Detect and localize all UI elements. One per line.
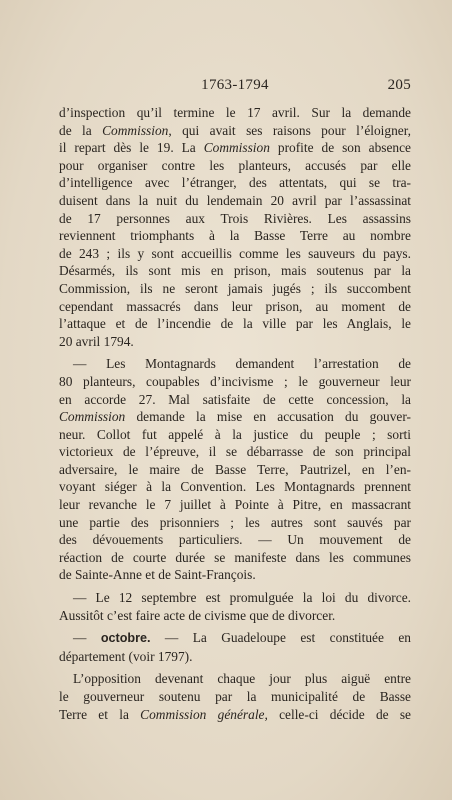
text-line: l’attaque et de l’incendie de la ville par les Anglais, le [59,316,411,332]
text-line: — Les Montagnards demandent l’arrestation de [73,356,411,372]
text-line: 80 planteurs, coupables d’incivisme ; le gouverneur leur [59,373,411,389]
text-line: voyant siéger à la Convention. Les Montagnards prennent [59,479,411,495]
text-line: en accorde 27. Mal satisfaite de cette concession, la [59,391,411,407]
paragraph-4 [59,629,411,665]
text-line: d’intelligence avec l’étranger, des attentats, qui se tra- [59,175,411,191]
text-line: neur. Collot fut appelé à la justice du peuple ; sorti [59,426,411,442]
header-title: 1763-1794 [201,77,269,93]
text-line: Commission, ils ne seront jamais jugés ; ils succombent [59,280,411,296]
text-line: Commission demande la mise en accusation du gouver- [59,409,411,425]
paragraph-2 [59,355,411,584]
text-line: Désarmés, ils sont mis en prison, mais soutenus par la [59,263,411,279]
running-header [59,77,411,97]
text-line: département (voir 1797). [59,648,193,664]
text-line: cependant massacrés dans leur prison, au moment de [59,298,411,314]
text-line: Aussitôt c’est faire acte de civisme que de divorcer. [59,607,336,623]
text-line: d’inspection qu’il termine le 17 avril. Sur la demande [59,105,411,120]
text-line: adversaire, le maire de Basse Terre, Pautrizel, en l’en- [59,461,411,477]
text-line: duisent dans la nuit du lendemain 20 avril par l’assassinat [59,192,411,208]
text-line: réaction de courte durée se manifeste dans les communes [59,549,411,565]
text-line: il repart dès le 19. La Commission profite de son absence [59,140,411,156]
text-line: de 17 personnes aux Trois Rivières. Les assassins [59,210,411,226]
paragraph-1 [59,104,411,350]
text-line: leur revanche le 7 juillet à Pointe à Pitre, en massacrant [59,497,411,513]
text-line: Terre et la Commission générale, celle-ci décide de se [59,706,412,722]
paragraph-5 [59,670,411,723]
text-line: reviennent triomphants à la Basse Terre au nombre [59,228,411,244]
text-line: de 243 ; ils y sont accueillis comme les sauveurs du pays. [59,245,411,261]
text-line: L’opposition devenant chaque jour plus aiguë entre [73,671,411,687]
text-line: pour organiser contre les planteurs, accusés par elle [59,157,411,173]
text-line: — octobre. — La Guadeloupe est constituée en [73,630,411,646]
text-line: de la Commission, qui avait ses raisons pour l’éloigner, [59,122,411,138]
text-line: — Le 12 septembre est promulguée la loi du divorce. [73,590,411,606]
page-body [59,104,411,728]
text-line: victorieux de l’épreuve, il se débarrasse de son principal [59,444,411,460]
page-number: 205 [387,77,411,93]
text-line: le gouverneur soutenu par la municipalité de Basse [59,689,411,704]
paragraph-3 [59,589,411,624]
text-line: de Sainte-Anne et de Saint-François. [59,567,256,583]
date-heading: octobre. [100,631,151,646]
text-line: une partie des prisonniers ; les autres sont sauvés par [59,514,411,530]
text-line: 20 avril 1794. [59,333,134,349]
text-line: des dévouements particuliers. — Un mouvement de [59,532,411,548]
